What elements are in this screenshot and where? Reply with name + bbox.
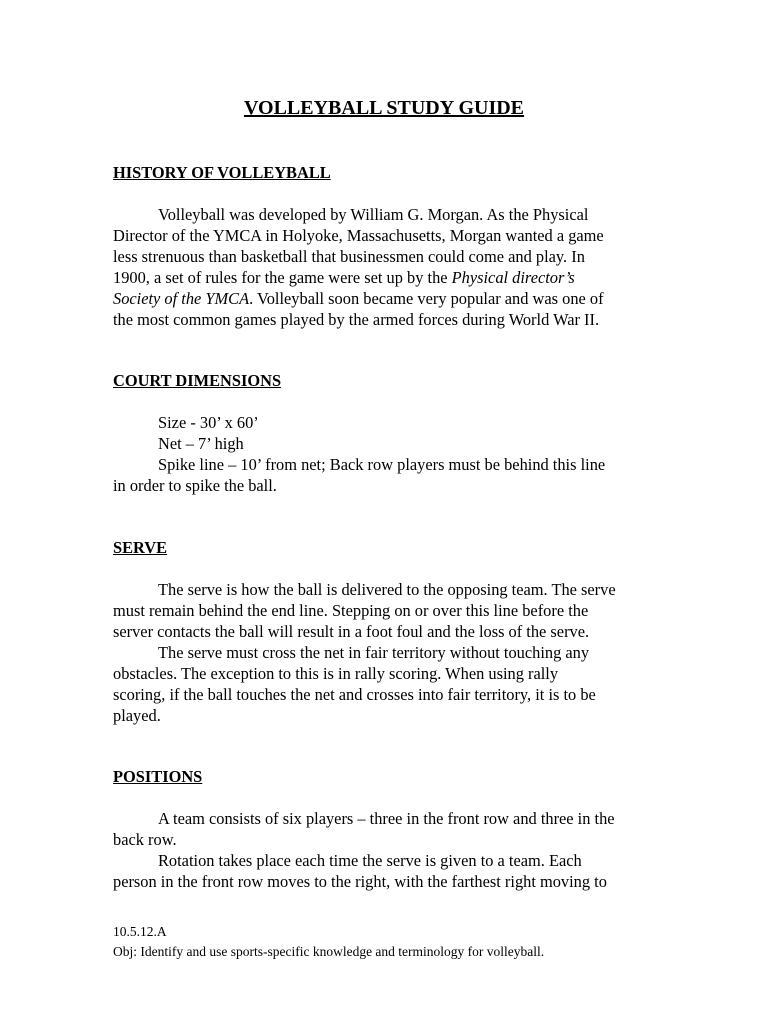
- text-line: Director of the YMCA in Holyoke, Massachusetts, Morgan wanted a game: [113, 226, 604, 245]
- italic-title: Society of the YMCA: [113, 289, 250, 308]
- text-line: Rotation takes place each time the serve is given to a team. Each: [158, 851, 582, 870]
- text-fragment: . Volleyball soon became very popular and was one of: [249, 289, 604, 308]
- text-fragment: 1900, a set of rules for the game were set up by the: [113, 268, 452, 287]
- text-line: back row.: [113, 830, 177, 849]
- text-line: person in the front row moves to the right, with the farthest right moving to: [113, 872, 607, 891]
- text-line: obstacles. The exception to this is in rally scoring. When using rally: [113, 664, 559, 683]
- italic-title: Physical director’s: [451, 268, 575, 287]
- section-heading-serve: SERVE: [113, 538, 168, 557]
- text-line: in order to spike the ball.: [113, 476, 277, 495]
- objective-text: Obj: Identify and use sports-specific knowledge and terminology for volleyball.: [113, 944, 545, 959]
- history-paragraph: [113, 204, 658, 330]
- positions-paragraph: [113, 808, 658, 892]
- text-line: Volleyball was developed by William G. Morgan. As the Physical: [158, 205, 589, 224]
- page-title: VOLLEYBALL STUDY GUIDE: [243, 97, 525, 119]
- section-heading-positions: POSITIONS: [113, 767, 203, 786]
- section-heading-history: HISTORY OF VOLLEYBALL: [113, 163, 331, 182]
- text-line: [113, 267, 658, 288]
- text-line: The serve is how the ball is delivered to the opposing team. The serve: [158, 580, 616, 599]
- text-line: Spike line – 10’ from net; Back row players must be behind this line: [158, 455, 606, 474]
- text-line: less strenuous than basketball that businessmen could come and play. In: [113, 247, 585, 266]
- text-line: [113, 288, 658, 309]
- text-line: Net – 7’ high: [158, 434, 244, 453]
- standard-code: 10.5.12.A: [113, 924, 167, 939]
- section-heading-court: COURT DIMENSIONS: [113, 371, 282, 390]
- text-line: The serve must cross the net in fair territory without touching any: [158, 643, 590, 662]
- text-line: scoring, if the ball touches the net and crosses into fair territory, it is to be: [113, 685, 596, 704]
- text-line: server contacts the ball will result in a foot foul and the loss of the serve.: [113, 622, 590, 641]
- text-line: must remain behind the end line. Stepping on or over this line before the: [113, 601, 589, 620]
- page-footer: [113, 922, 673, 962]
- text-line: played.: [113, 706, 161, 725]
- text-line: Size - 30’ x 60’: [158, 413, 259, 432]
- court-paragraph: [113, 412, 658, 496]
- text-line: the most common games played by the armed forces during World War II.: [113, 310, 600, 329]
- text-line: A team consists of six players – three in the front row and three in the: [158, 809, 615, 828]
- serve-paragraph: [113, 579, 658, 726]
